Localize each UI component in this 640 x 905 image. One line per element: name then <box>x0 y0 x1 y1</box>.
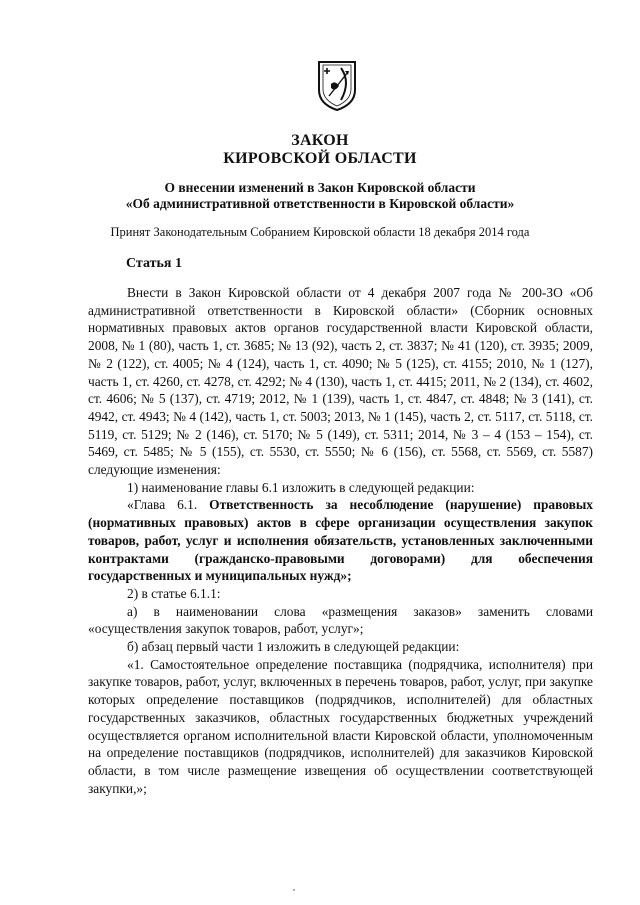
adoption-note: Принят Законодательным Собранием Кировской области 18 декабря 2014 года <box>110 225 530 239</box>
quoted-paragraph: «1. Самостоятельное определение поставщика (подрядчика, исполнителя) при закупке товаров, работ, услуг, включенных в перечень товаров, работ, услуг, при закупке которых определение поставщиков (подрядчиков, исполнителей) для областных государственных заказчиков, областных государственных бюджетных учреждений осуществляется органом исполнительной власти Кировской области, уполномоченным на определение поставщиков (подрядчиков, исполнителей) для заказчиков Кировской области, в том числе размещение извещения об осуществлении соответствующей закупки,»; <box>88 656 593 796</box>
law-title: ЗАКОН <box>291 132 349 149</box>
chapter-title: Ответственность за несоблюдение (нарушение) правовых (нормативных правовых) актов в сфере организации осуществления закупок товаров, работ, услуг и исполнения обязательств, установленных заключенными контрактами (гражданско-правовыми договорами) для обеспечения государственных и муниципальных нужд»; <box>88 497 593 584</box>
law-region: КИРОВСКОЙ ОБЛАСТИ <box>223 150 417 167</box>
chapter-title-paragraph <box>88 496 593 585</box>
law-subtitle-line1: О внесении изменений в Закон Кировской области <box>164 180 476 195</box>
item-1: 1) наименование главы 6.1 изложить в следующей редакции: <box>127 479 475 495</box>
article-heading: Статья 1 <box>126 256 182 271</box>
coat-of-arms-icon <box>317 60 357 112</box>
law-subtitle-line2: «Об административной ответственности в Кировской области» <box>125 196 515 211</box>
scan-speck <box>293 889 295 891</box>
chapter-prefix: «Глава 6.1. <box>127 497 210 513</box>
article-body <box>88 284 593 797</box>
amendment-intro: Внести в Закон Кировской области от 4 декабря 2007 года № 200-ЗО «Об административной ответственности в Кировской области» (Сборник основных нормативных правовых актов органов государственной власти Кировской области, 2008, № 1 (80), часть 1, ст. 3685; № 13 (92), часть 2, ст. 3837; № 41 (120), ст. 3935; 2009, № 2 (122), ст. 4005; № 4 (124), часть 1, ст. 4090; № 5 (125), ст. 4155; 2010, № 1 (127), часть 1, ст. 4260, ст. 4278, ст. 4292; № 4 (130), часть 1, ст. 4415; 2011, № 2 (134), ст. 4602, ст. 4606; № 5 (137), ст. 4719; 2012, № 1 (139), часть 1, ст. 4847, ст. 4848; № 3 (141), ст. 4942, ст. 4943; № 4 (142), часть 1, ст. 5003; 2013, № 1 (145), часть 2, ст. 5117, ст. 5118, ст. 5119, ст. 5129; № 2 (146), ст. 5170; № 5 (149), ст. 5311; 2014, № 3 – 4 (153 – 154), ст. 5469, ст. 5485; № 5 (155), ст. 5530, ст. 5550; № 6 (156), ст. 5568, ст. 5569, ст. 5587) следующие изменения: <box>88 285 593 478</box>
item-2a: а) в наименовании слова «размещения заказов» заменить словами «осуществления закупок товаров, работ, услуг»; <box>88 603 593 637</box>
item-2b: б) абзац первый части 1 изложить в следующей редакции: <box>127 639 460 655</box>
item-2: 2) в статье 6.1.1: <box>127 585 221 601</box>
